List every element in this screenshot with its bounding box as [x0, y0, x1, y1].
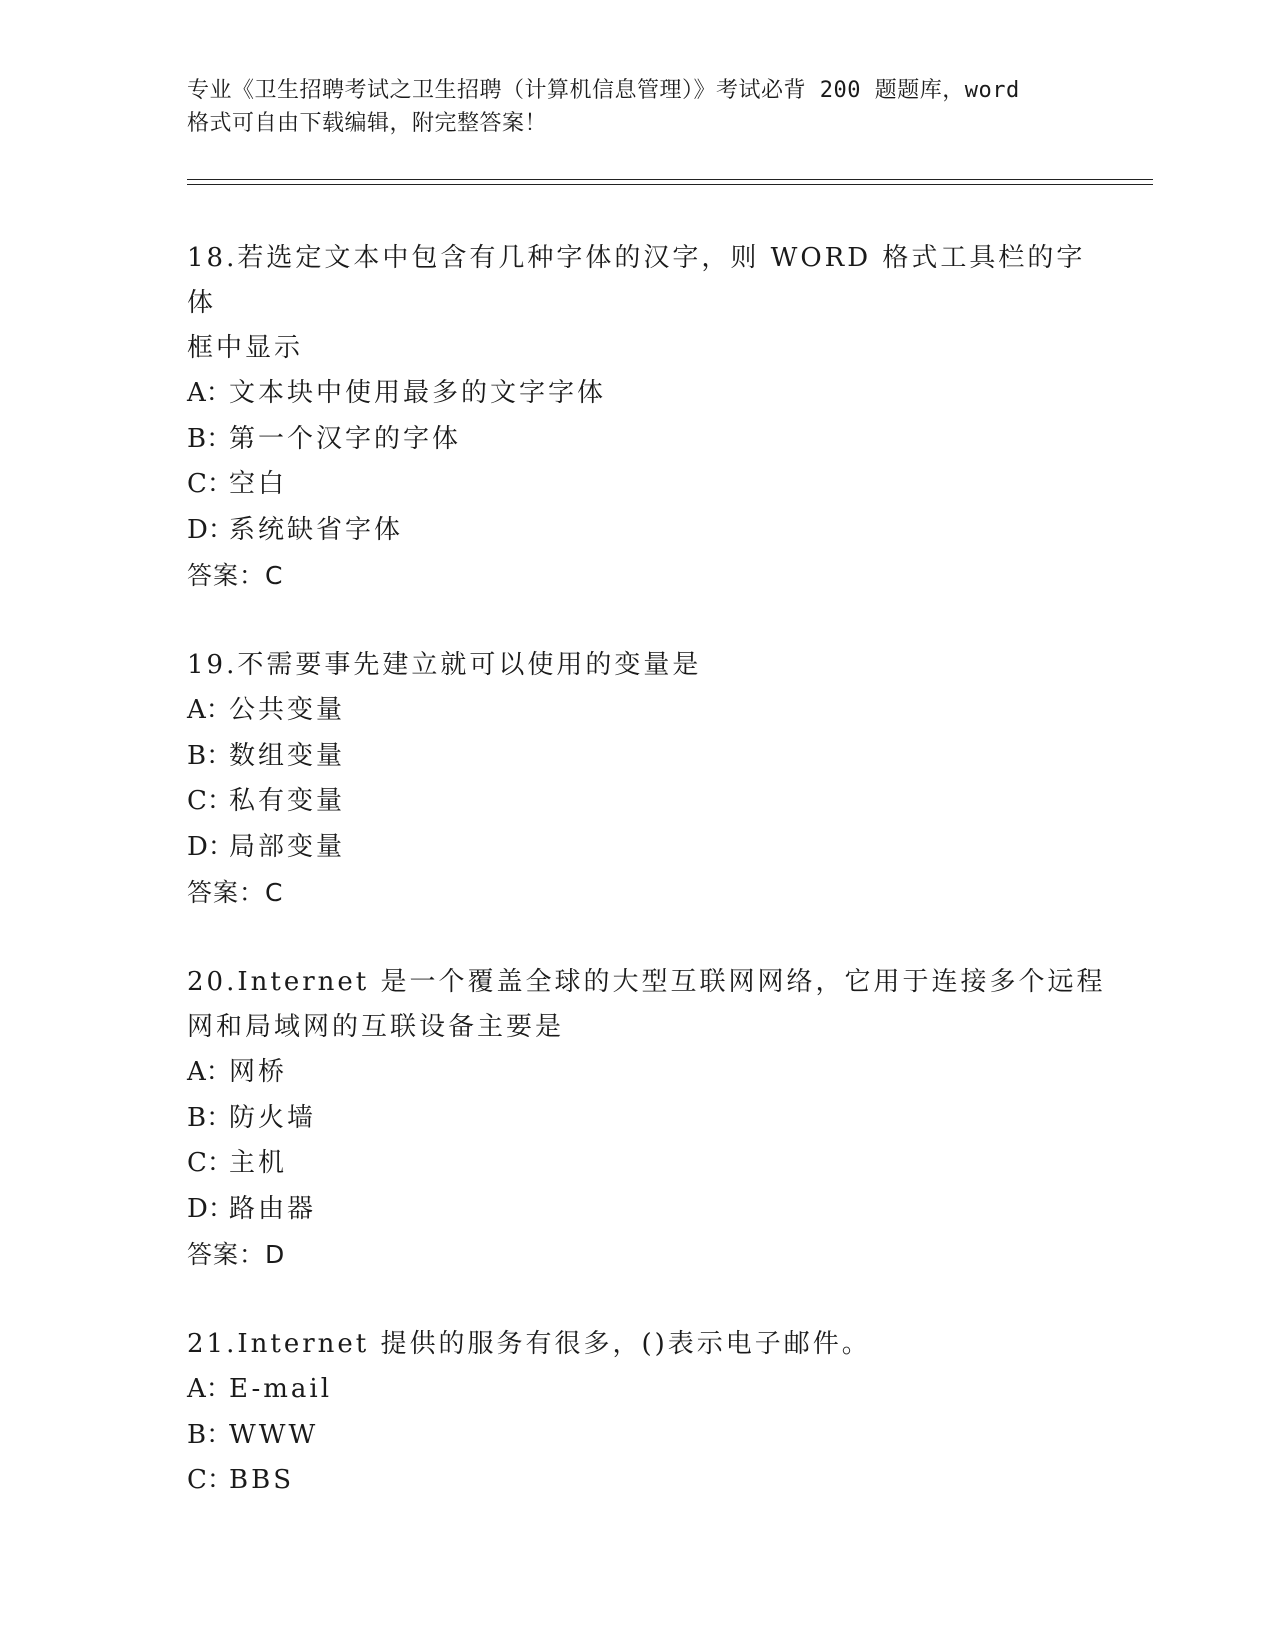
option-text: 主机 [229, 1148, 288, 1178]
header-divider-bottom [187, 184, 1153, 185]
answer-option [187, 1050, 1107, 1096]
option-letter: B： [187, 740, 233, 771]
option-letter: D： [187, 831, 234, 862]
question-stem-continued: 框中显示 [187, 333, 304, 363]
option-text: 网桥 [229, 1057, 288, 1087]
option-text: 空白 [229, 469, 288, 499]
question-block [187, 960, 1107, 1278]
answer-option [187, 779, 1107, 825]
answer-option [187, 508, 1107, 554]
option-letter: B： [187, 1419, 233, 1450]
answer-option [187, 417, 1107, 463]
option-letter: A： [187, 1057, 232, 1087]
header-divider-top [187, 179, 1153, 180]
question-block [187, 236, 1107, 599]
option-text: E-mail [229, 1374, 333, 1404]
answer-option [187, 1187, 1107, 1233]
question-stem: 20.Internet 是一个覆盖全球的大型互联网网络，它用于连接多个远程 [187, 967, 1106, 997]
header-line-1: 专业《卫生招聘考试之卫生招聘（计算机信息管理）》考试必背 200 题题库，word [187, 78, 1020, 103]
answer-option [187, 1458, 1107, 1504]
answer-option [187, 1141, 1107, 1187]
option-letter: C： [187, 786, 233, 816]
option-letter: C： [187, 1148, 233, 1178]
document-header [187, 74, 1087, 140]
option-text: 系统缺省字体 [229, 514, 404, 545]
answer-key: 答案：C [187, 561, 284, 590]
option-letter: A： [187, 695, 232, 725]
option-text: 数组变量 [229, 740, 346, 771]
answer-option [187, 1096, 1107, 1142]
option-text: 局部变量 [229, 831, 346, 862]
option-letter: C： [187, 1465, 233, 1495]
option-text: WWW [229, 1419, 319, 1450]
option-letter: C： [187, 469, 233, 499]
option-text: 第一个汉字的字体 [229, 423, 462, 454]
question-stem-continued: 网和局域网的互联设备主要是 [187, 1012, 565, 1042]
option-letter: A： [187, 1374, 232, 1404]
answer-option [187, 1367, 1107, 1413]
answer-key: 答案：C [187, 878, 284, 907]
option-text: 私有变量 [229, 786, 346, 816]
question-stem: 21.Internet 提供的服务有很多，()表示电子邮件。 [187, 1329, 871, 1359]
option-text: 路由器 [229, 1193, 317, 1224]
option-text: BBS [229, 1465, 295, 1495]
answer-option [187, 371, 1107, 417]
option-letter: A： [187, 378, 232, 408]
option-text: 防火墙 [229, 1102, 317, 1133]
header-line-2: 格式可自由下载编辑，附完整答案！ [187, 111, 548, 136]
question-block [187, 643, 1107, 916]
answer-option [187, 734, 1107, 780]
option-letter: B： [187, 1102, 233, 1133]
answer-option [187, 825, 1107, 871]
option-letter: D： [187, 1193, 234, 1224]
question-stem: 19.不需要事先建立就可以使用的变量是 [187, 650, 702, 680]
answer-key: 答案：D [187, 1240, 286, 1269]
answer-option [187, 462, 1107, 508]
answer-option [187, 688, 1107, 734]
option-text: 公共变量 [229, 695, 346, 725]
question-list [187, 236, 1107, 1548]
question-stem: 18.若选定文本中包含有几种字体的汉字，则 WORD 格式工具栏的字体 [187, 243, 1086, 318]
answer-option [187, 1413, 1107, 1459]
option-text: 文本块中使用最多的文字字体 [229, 378, 607, 408]
option-letter: D： [187, 514, 234, 545]
option-letter: B： [187, 423, 233, 454]
question-block [187, 1322, 1107, 1504]
